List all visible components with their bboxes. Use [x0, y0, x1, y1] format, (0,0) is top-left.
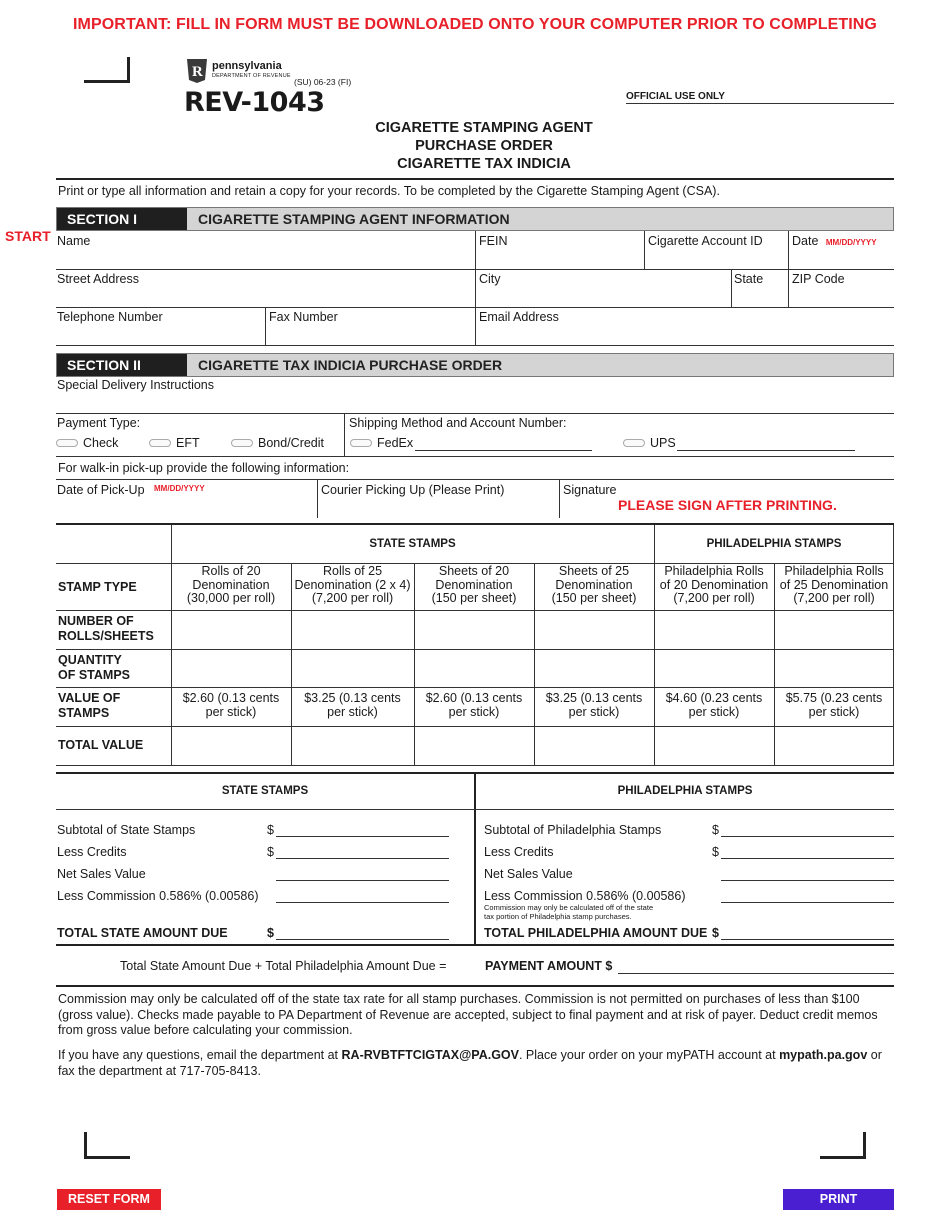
street-address-field[interactable]: Street Address — [57, 272, 139, 286]
phila-commission-label: Less Commission 0.586% (0.00586) — [484, 889, 686, 903]
divider — [56, 985, 894, 987]
phila-credits-input[interactable] — [721, 858, 894, 859]
section1-header — [56, 207, 894, 231]
col6-l1: Philadelphia Rolls — [784, 564, 884, 578]
phila-commission-note — [484, 903, 653, 921]
section2-header — [56, 353, 894, 377]
phila-subtotal-input[interactable] — [721, 836, 894, 837]
col5-l1: Philadelphia Rolls — [664, 564, 764, 578]
col1-v2: per stick) — [205, 704, 257, 719]
quantity-input-col2[interactable] — [292, 650, 413, 686]
philadelphia-stamps-group-header: PHILADELPHIA STAMPS — [706, 538, 842, 550]
summary-state-header: STATE STAMPS — [221, 785, 309, 797]
divider — [56, 413, 894, 414]
form-revision-code: (SU) 06-23 (FI) — [294, 77, 352, 87]
row-label-value — [58, 691, 120, 720]
row-label-quantity — [58, 653, 130, 682]
stamp-type-col5 — [654, 565, 774, 606]
phila-commission-input[interactable] — [721, 902, 894, 903]
form-title-line2: PURCHASE ORDER — [415, 138, 553, 154]
payment-amount-input[interactable] — [618, 973, 894, 974]
crop-mark-bottom-left — [84, 1132, 130, 1159]
stamp-type-col6 — [774, 565, 894, 606]
name-field[interactable]: Name — [57, 234, 91, 248]
pickup-date-hint: MM/DD/YYYY — [154, 484, 205, 493]
contact-pre: If you have any questions, email the department at — [58, 1048, 342, 1062]
instructions-text: Print or type all information and retain a copy for your records. To be completed by the Cigarette Stamping Agent (CSA). — [58, 184, 720, 198]
state-credits-label: Less Credits — [57, 845, 127, 859]
check-label: Check — [83, 436, 119, 450]
important-banner: IMPORTANT: FILL IN FORM MUST BE DOWNLOADED ONTO YOUR COMPUTER PRIOR TO COMPLETING — [73, 16, 877, 33]
ups-label: UPS — [650, 436, 676, 450]
dollar-sign: $ — [712, 926, 719, 940]
value-col2 — [291, 692, 414, 719]
col2-l2: Denomination (2 x 4) — [294, 577, 411, 592]
col6-l3: (7,200 per roll) — [793, 591, 875, 605]
row-label-value-l1: VALUE OF — [58, 691, 121, 705]
special-delivery-field[interactable]: Special Delivery Instructions — [57, 378, 215, 392]
col1-v1: $2.60 (0.13 cents — [182, 691, 280, 705]
zip-field[interactable]: ZIP Code — [792, 272, 845, 286]
total-input-col5[interactable] — [655, 727, 773, 764]
quantity-input-col4[interactable] — [535, 650, 653, 686]
col5-v2: per stick) — [688, 704, 740, 719]
phila-net-sales-label: Net Sales Value — [484, 867, 573, 881]
divider — [265, 307, 266, 346]
mypath-link[interactable]: mypath.pa.gov — [779, 1048, 868, 1062]
value-col6 — [774, 692, 894, 719]
total-phila-input[interactable] — [721, 939, 894, 940]
value-col1 — [171, 692, 291, 719]
number-input-col5[interactable] — [655, 611, 773, 648]
phila-net-sales-input[interactable] — [721, 880, 894, 881]
number-input-col3[interactable] — [415, 611, 533, 648]
row-label-quantity-l2: OF STAMPS — [58, 667, 130, 682]
dollar-sign: $ — [267, 823, 274, 837]
total-state-input[interactable] — [276, 939, 449, 940]
col2-v2: per stick) — [327, 704, 378, 719]
row-label-number-l1: NUMBER OF — [58, 614, 134, 628]
value-col5 — [654, 692, 774, 719]
total-formula-label: Total State Amount Due + Total Philadelphia Amount Due = — [120, 959, 447, 973]
ups-account-input[interactable] — [677, 450, 855, 451]
logo-dept-name: DEPARTMENT OF REVENUE — [212, 73, 291, 79]
divider — [56, 687, 894, 688]
section2-title: CIGARETTE TAX INDICIA PURCHASE ORDER — [198, 357, 503, 373]
col3-l2: Denomination — [435, 577, 513, 592]
row-label-total: TOTAL VALUE — [58, 738, 144, 752]
official-use-label: OFFICIAL USE ONLY — [626, 91, 725, 102]
row-label-quantity-l1: QUANTITY — [58, 653, 122, 667]
date-field[interactable] — [792, 234, 894, 268]
telephone-field[interactable]: Telephone Number — [57, 310, 163, 324]
section1-label: SECTION I — [57, 208, 187, 230]
payment-type-label: Payment Type: — [57, 416, 141, 430]
quantity-input-col3[interactable] — [415, 650, 533, 686]
stamp-type-col4 — [534, 565, 654, 606]
form-title-line1: CIGARETTE STAMPING AGENT — [375, 120, 593, 136]
state-commission-input[interactable] — [276, 902, 449, 903]
col6-v2: per stick) — [808, 704, 860, 719]
col6-l2: of 25 Denomination — [779, 577, 889, 592]
total-state-label: TOTAL STATE AMOUNT DUE — [57, 926, 228, 940]
form-title-line3: CIGARETTE TAX INDICIA — [397, 156, 571, 172]
col1-l2: Denomination — [192, 577, 270, 592]
state-field[interactable]: State — [734, 272, 764, 286]
contact-email-link[interactable]: RA-RVBTFTCIGTAX@PA.GOV — [341, 1048, 519, 1062]
total-phila-label: TOTAL PHILADELPHIA AMOUNT DUE — [484, 926, 708, 940]
col4-v1: $3.25 (0.13 cents — [545, 691, 643, 705]
col5-v1: $4.60 (0.23 cents — [665, 691, 763, 705]
phila-commission-note-l2: tax portion of Philadelphia stamp purchases. — [484, 912, 632, 921]
value-col4 — [534, 692, 654, 719]
logo-state-name: pennsylvania — [212, 60, 282, 72]
print-button[interactable]: PRINT — [783, 1189, 894, 1210]
fein-field[interactable]: FEIN — [479, 234, 508, 248]
col3-l1: Sheets of 20 — [438, 564, 510, 578]
row-label-number — [58, 614, 154, 643]
col6-v1: $5.75 (0.23 cents — [785, 691, 883, 705]
payment-amount-label: PAYMENT AMOUNT $ — [485, 959, 613, 973]
divider — [56, 269, 894, 270]
divider — [317, 479, 318, 518]
col5-l2: of 20 Denomination — [659, 577, 769, 592]
state-net-sales-input[interactable] — [276, 880, 449, 881]
col4-l3: (150 per sheet) — [551, 591, 637, 605]
dollar-sign: $ — [267, 926, 274, 940]
number-input-col1[interactable] — [172, 611, 290, 648]
start-label: START — [5, 228, 51, 244]
dollar-sign: $ — [712, 823, 719, 837]
divider — [559, 479, 560, 518]
crop-mark-bottom-right — [820, 1132, 866, 1159]
account-id-field[interactable]: Cigarette Account ID — [648, 234, 763, 248]
stamp-type-col2 — [291, 565, 414, 606]
divider — [644, 231, 645, 270]
bond-credit-radio[interactable] — [231, 439, 253, 447]
section2-label: SECTION II — [57, 354, 187, 376]
quantity-input-col1[interactable] — [172, 650, 290, 686]
divider — [56, 479, 894, 480]
check-radio[interactable] — [56, 439, 78, 447]
state-net-sales-label: Net Sales Value — [57, 867, 146, 881]
value-col3 — [414, 692, 534, 719]
fedex-radio[interactable] — [350, 439, 372, 447]
contact-post: or fax the department at 717-705-8413. — [58, 1048, 882, 1078]
divider — [56, 765, 894, 766]
divider — [56, 307, 894, 308]
divider — [56, 944, 894, 946]
shipping-method-label: Shipping Method and Account Number: — [349, 416, 567, 430]
divider — [731, 269, 732, 308]
city-field[interactable]: City — [479, 272, 501, 286]
pickup-date-field[interactable] — [57, 483, 314, 517]
col4-v2: per stick) — [568, 704, 620, 719]
divider — [474, 772, 476, 945]
official-use-line — [626, 103, 894, 104]
date-format-hint: MM/DD/YYYY — [825, 238, 877, 247]
row-label-number-l2: ROLLS/SHEETS — [58, 628, 154, 643]
title-rule — [56, 178, 894, 180]
email-field[interactable]: Email Address — [479, 310, 559, 324]
courier-field[interactable]: Courier Picking Up (Please Print) — [321, 483, 505, 497]
col2-l1: Rolls of 25 — [322, 564, 383, 578]
number-input-col4[interactable] — [535, 611, 653, 648]
sign-after-printing-note: PLEASE SIGN AFTER PRINTING. — [618, 497, 837, 513]
contact-mid: . Place your order on your myPATH account at — [518, 1048, 780, 1062]
divider — [475, 231, 476, 346]
eft-label: EFT — [176, 436, 200, 450]
col3-v1: $2.60 (0.13 cents — [425, 691, 523, 705]
divider — [56, 345, 894, 346]
stamp-type-col1 — [171, 565, 291, 606]
contact-note — [58, 1048, 896, 1079]
col3-v2: per stick) — [448, 704, 500, 719]
number-input-col6[interactable] — [775, 611, 892, 648]
phila-subtotal-label: Subtotal of Philadelphia Stamps — [484, 823, 662, 837]
row-label-value-l2: STAMPS — [58, 705, 110, 720]
col4-l2: Denomination — [555, 577, 633, 592]
date-label: Date — [792, 234, 819, 248]
row-label-stamp-type: STAMP TYPE — [58, 580, 137, 594]
col1-l3: (30,000 per roll) — [186, 591, 276, 605]
col1-l1: Rolls of 20 — [201, 564, 261, 578]
col2-v1: $3.25 (0.13 cents — [304, 691, 401, 705]
stamp-type-col3 — [414, 565, 534, 606]
divider — [893, 525, 894, 765]
dollar-sign: $ — [712, 845, 719, 859]
phila-credits-label: Less Credits — [484, 845, 554, 859]
total-input-col6[interactable] — [775, 727, 892, 764]
bond-credit-label: Bond/Credit — [258, 436, 325, 450]
total-input-col4[interactable] — [535, 727, 653, 764]
state-subtotal-label: Subtotal of State Stamps — [57, 823, 196, 837]
section1-title: CIGARETTE STAMPING AGENT INFORMATION — [198, 211, 510, 227]
total-input-col1[interactable] — [172, 727, 290, 764]
summary-phila-header: PHILADELPHIA STAMPS — [617, 785, 753, 797]
quantity-input-col5[interactable] — [655, 650, 773, 686]
fedex-account-input[interactable] — [415, 450, 592, 451]
col3-l3: (150 per sheet) — [431, 591, 517, 605]
state-subtotal-input[interactable] — [276, 836, 449, 837]
col2-l3: (7,200 per roll) — [311, 591, 394, 605]
quantity-input-col6[interactable] — [775, 650, 892, 686]
ups-radio[interactable] — [623, 439, 645, 447]
dollar-sign: $ — [267, 845, 274, 859]
col4-l1: Sheets of 25 — [558, 564, 630, 578]
signature-field[interactable]: Signature — [563, 483, 617, 497]
crop-mark-top-left — [84, 57, 130, 83]
divider — [56, 809, 894, 810]
state-credits-input[interactable] — [276, 858, 449, 859]
logo-letter: R — [192, 64, 203, 80]
pickup-date-label: Date of Pick-Up — [57, 483, 145, 497]
reset-form-button[interactable]: RESET FORM — [57, 1189, 161, 1210]
form-number: REV-1043 — [184, 87, 325, 118]
divider — [56, 523, 894, 525]
divider — [56, 456, 894, 457]
divider — [344, 413, 345, 456]
total-input-col2[interactable] — [292, 727, 413, 764]
commission-note: Commission may only be calculated off of the state tax rate for all stamp purchases. Commission is not permitted on purchases of less than $100 (gross value). Checks made payable to PA Department of Revenue are accepted, subject to final payment and at risk of payer. Deduct credit memos from gross value before calculating your commission. — [58, 992, 878, 1037]
total-input-col3[interactable] — [415, 727, 533, 764]
state-stamps-group-header: STATE STAMPS — [369, 538, 456, 550]
eft-radio[interactable] — [149, 439, 171, 447]
col5-l3: (7,200 per roll) — [673, 591, 755, 605]
fax-field[interactable]: Fax Number — [269, 310, 338, 324]
number-input-col2[interactable] — [292, 611, 413, 648]
phila-commission-note-l1: Commission may only be calculated off of the state — [484, 903, 654, 912]
pa-keystone-logo — [185, 58, 209, 84]
fedex-label: FedEx — [377, 436, 414, 450]
walkin-instructions: For walk-in pick-up provide the following information: — [58, 461, 350, 475]
state-commission-label: Less Commission 0.586% (0.00586) — [57, 889, 259, 903]
